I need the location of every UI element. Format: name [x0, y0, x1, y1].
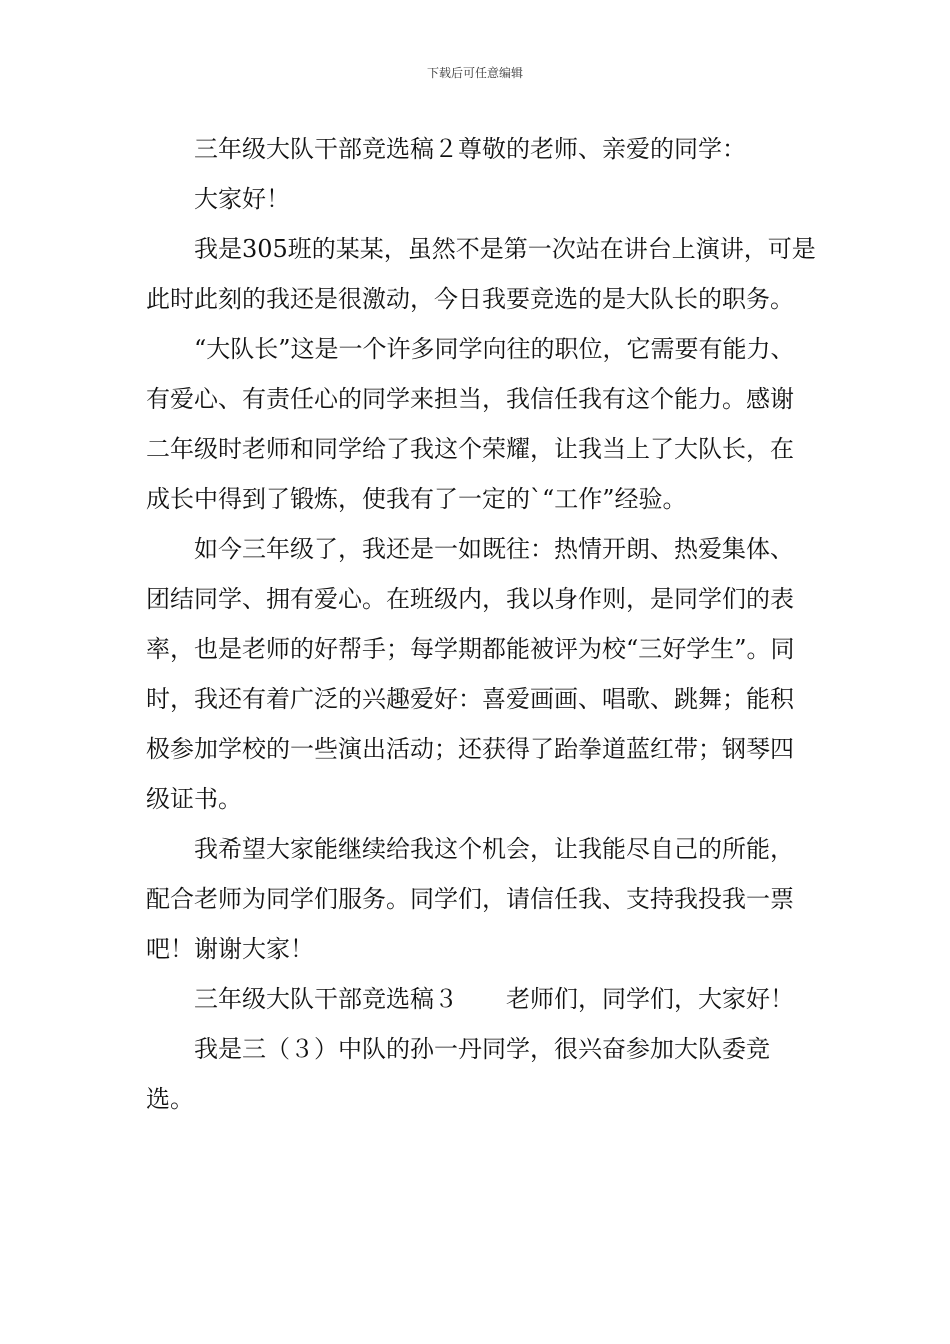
paragraph-title-3: 三年级大队干部竞选稿３ 老师们，同学们，大家好！: [194, 985, 794, 1013]
paragraph-intro: 我是305班的某某，虽然不是第一次站在讲台上演讲，可是此时此刻的我还是很激动，今日我要竞选的是大队长的职务。: [146, 235, 816, 313]
paragraph-greeting: 大家好！: [194, 185, 290, 213]
paragraph-qualities: 如今三年级了，我还是一如既往：热情开朗、热爱集体、团结同学、拥有爱心。在班级内，我以身作则，是同学们的表率，也是老师的好帮手；每学期都能被评为校“三好学生”。同时，我还有着广泛的兴趣爱好：喜爱画画、唱歌、跳舞；能积极参加学校的一些演出活动；还获得了跆拳道蓝红带；钢琴四级证书。: [146, 535, 795, 813]
paragraph-intro-3: 我是三（３）中队的孙一丹同学，很兴奋参加大队委竞选。: [146, 1035, 770, 1113]
paragraph-role: “大队长”这是一个许多同学向往的职位，它需要有能力、有爱心、有责任心的同学来担当，我信任我有这个能力。感谢二年级时老师和同学给了我这个荣耀，让我当上了大队长，在成长中得到了锻炼，使我有了一定的`“工作”经验。: [146, 335, 795, 513]
document-body: [146, 124, 816, 1124]
paragraph-closing: 我希望大家能继续给我这个机会，让我能尽自己的所能，配合老师为同学们服务。同学们，请信任我、支持我投我一票吧！谢谢大家！: [146, 835, 794, 963]
page-header: 下载后可任意编辑: [426, 66, 523, 80]
paragraph-title-2: 三年级大队干部竞选稿２尊敬的老师、亲爱的同学：: [194, 135, 746, 163]
